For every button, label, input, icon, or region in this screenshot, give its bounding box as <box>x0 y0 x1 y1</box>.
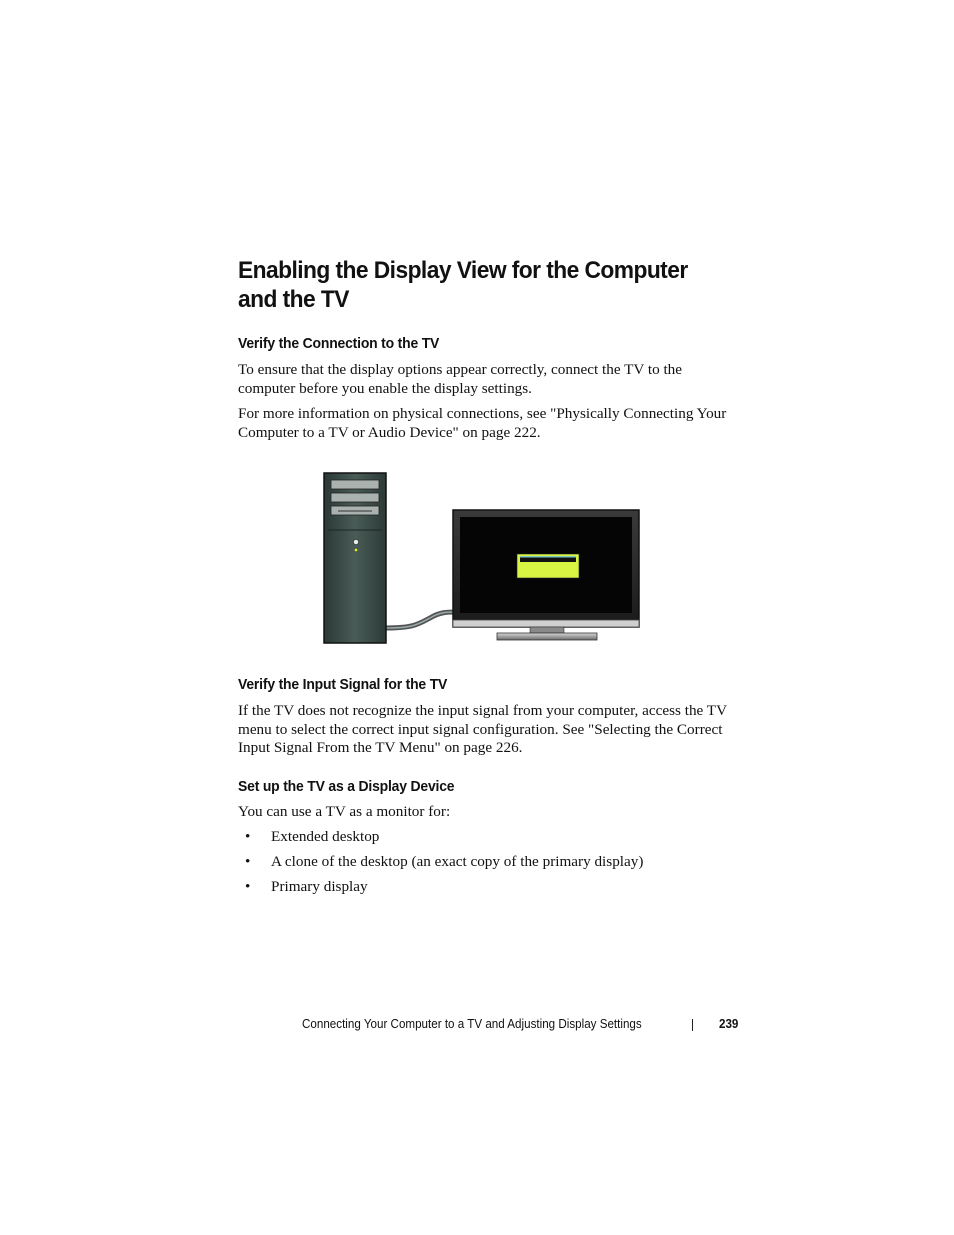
footer-divider <box>692 1019 693 1031</box>
list-item: • Extended desktop <box>245 828 380 845</box>
page-title: Enabling the Display View for the Computer and the TV <box>238 257 688 313</box>
page-number: 239 <box>719 1017 739 1031</box>
list-item: • Primary display <box>245 878 368 895</box>
footer-running-title: Connecting Your Computer to a TV and Adjusting Display Settings <box>302 1017 642 1031</box>
bullet-icon: • <box>245 853 251 870</box>
paragraph-input-signal: If the TV does not recognize the input signal from your computer, access the TV menu to select the correct input signal configuration. See "Selecting the Correct Input Signal From the TV Menu" on page 226. <box>238 702 727 757</box>
paragraph-use-tv-intro: You can use a TV as a monitor for: <box>238 803 451 820</box>
section-heading-display-device: Set up the TV as a Display Device <box>238 778 455 795</box>
connection-cable <box>386 612 456 628</box>
bullet-icon: • <box>245 878 251 895</box>
list-item: • A clone of the desktop (an exact copy of the primary display) <box>245 853 644 870</box>
bullet-icon: • <box>245 828 251 845</box>
paragraph-more-info: For more information on physical connections, see "Physically Connecting Your Computer to a TV or Audio Device" on page 222. <box>238 405 727 441</box>
tv-monitor <box>453 510 639 640</box>
section-heading-verify-connection: Verify the Connection to the TV <box>238 335 440 352</box>
computer-tower <box>324 473 386 643</box>
paragraph-connect-tv: To ensure that the display options appear correctly, connect the TV to the computer before you enable the display settings. <box>238 361 683 397</box>
computer-tv-connection-illustration <box>322 472 642 645</box>
section-heading-input-signal: Verify the Input Signal for the TV <box>238 676 448 693</box>
